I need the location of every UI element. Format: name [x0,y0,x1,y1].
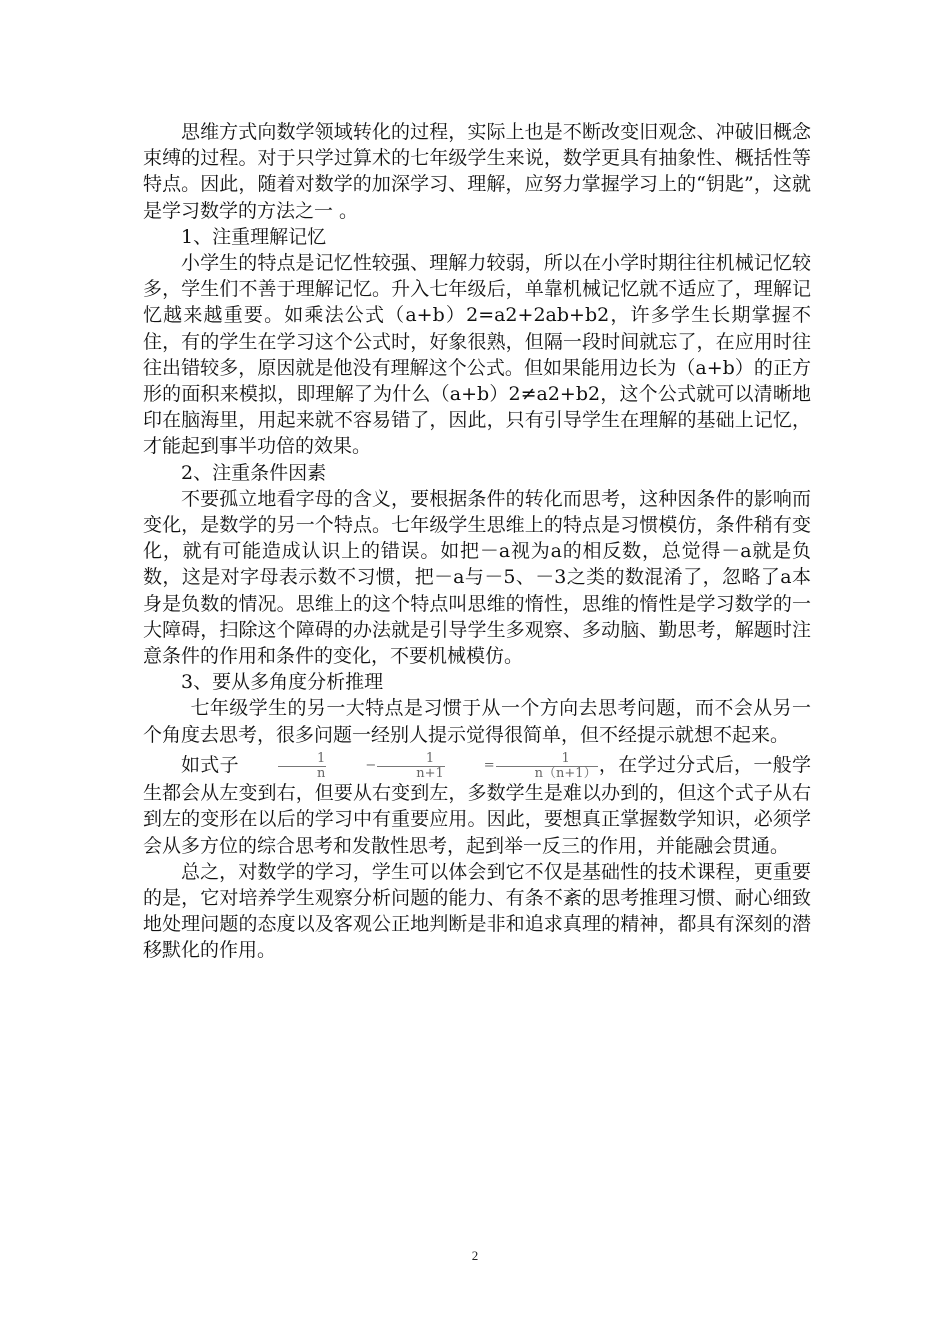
fraction-formula [240,752,598,780]
page-number: 2 [471,1248,479,1263]
fraction-1-denominator: n [316,765,326,781]
section-2-paragraph: 不要孤立地看字母的含义，要根据条件的转化而思考，这种因条件的影响而变化，是数学的另一个特点。七年级学生思维上的特点是习惯模仿，条件稍有变化，就有可能造成认识上的错误。如把－a视为a的相反数，总觉得－a就是负数，这是对字母表示数不习惯，把－a与－5、－3之类的数混淆了，忽略了a本身是负数的情况。思维上的这个特点叫思维的惰性，思维的惰性是学习数学的一大障碍，扫除这个障碍的办法就是引导学生多观察、多动脑、勤思考，解题时注意条件的作用和条件的变化，不要机械模仿。 [143,487,811,668]
fraction-3-numerator: 1 [496,752,598,767]
formula-paragraph [143,752,811,859]
section-1-paragraph: 小学生的特点是记忆性较强、理解力较弱，所以在小学时期往往机械记忆较多，学生们不善于理解记忆。升入七年级后，单靠机械记忆就不适应了，理解记忆越来越重要。如乘法公式（a+b）2=a2+2ab+b2，许多学生长期掌握不住，有的学生在学习这个公式时，好象很熟，但隔一段时间就忘了，在应用时往往出错较多，原因就是他没有理解这个公式。但如果能用边长为（a+b）的正方形的面积来模拟，即理解了为什么（a+b）2≠a2+b2，这个公式就可以清晰地印在脑海里，用起来就不容易错了，因此，只有引导学生在理解的基础上记忆，才能起到事半功倍的效果。 [143,252,811,458]
section-heading-2: 2、注重条件因素 [181,461,327,484]
section-heading-3: 3、要从多角度分析推理 [181,671,384,694]
fraction-2-denominator: n+1 [416,765,444,781]
equals-sign: = [483,758,495,774]
section-heading-1: 1、注重理解记忆 [181,225,327,248]
fraction-1-numerator: 1 [278,752,326,767]
fraction-3 [496,752,598,780]
section-3-paragraph: 七年级学生的另一大特点是习惯于从一个方向去思考问题，而不会从另一个角度去思考，很多问题一经别人提示觉得很简单，但不经提示就想不起来。 [143,697,811,746]
intro-paragraph: 思维方式向数学领域转化的过程，实际上也是不断改变旧观念、冲破旧概念束缚的过程。对于只学过算术的七年级学生来说，数学更具有抽象性、概括性等特点。因此，随着对数学的加深学习、理解，应努力掌握学习上的“钥匙”，这就是学习数学的方法之一 。 [143,121,811,222]
document-body [143,119,811,964]
fraction-1 [278,752,326,780]
fraction-3-denominator: n（n+1） [534,765,597,781]
fraction-2-numerator: 1 [377,752,445,767]
formula-lead-text: 如式子 [181,754,239,777]
minus-sign: − [365,758,377,774]
formula-follow-text: ，在学过分式后，一般学生都会从左变到右，但要从右变到左，多数学生是难以办到的，但这个式子从右到左的变形在以后的学习中有重要应用。因此，要想真正掌握数学知识，必须学会从多方位的综合思考和发散性思考，起到举一反三的作用，并能融会贯通。 [143,754,811,857]
fraction-2 [377,752,445,780]
conclusion-paragraph: 总之，对数学的学习，学生可以体会到它不仅是基础性的技术课程，更重要的是，它对培养学生观察分析问题的能力、有条不紊的思考推理习惯、耐心细致地处理问题的态度以及客观公正地判断是非和追求真理的精神，都具有深刻的潜移默化的作用。 [143,860,811,962]
